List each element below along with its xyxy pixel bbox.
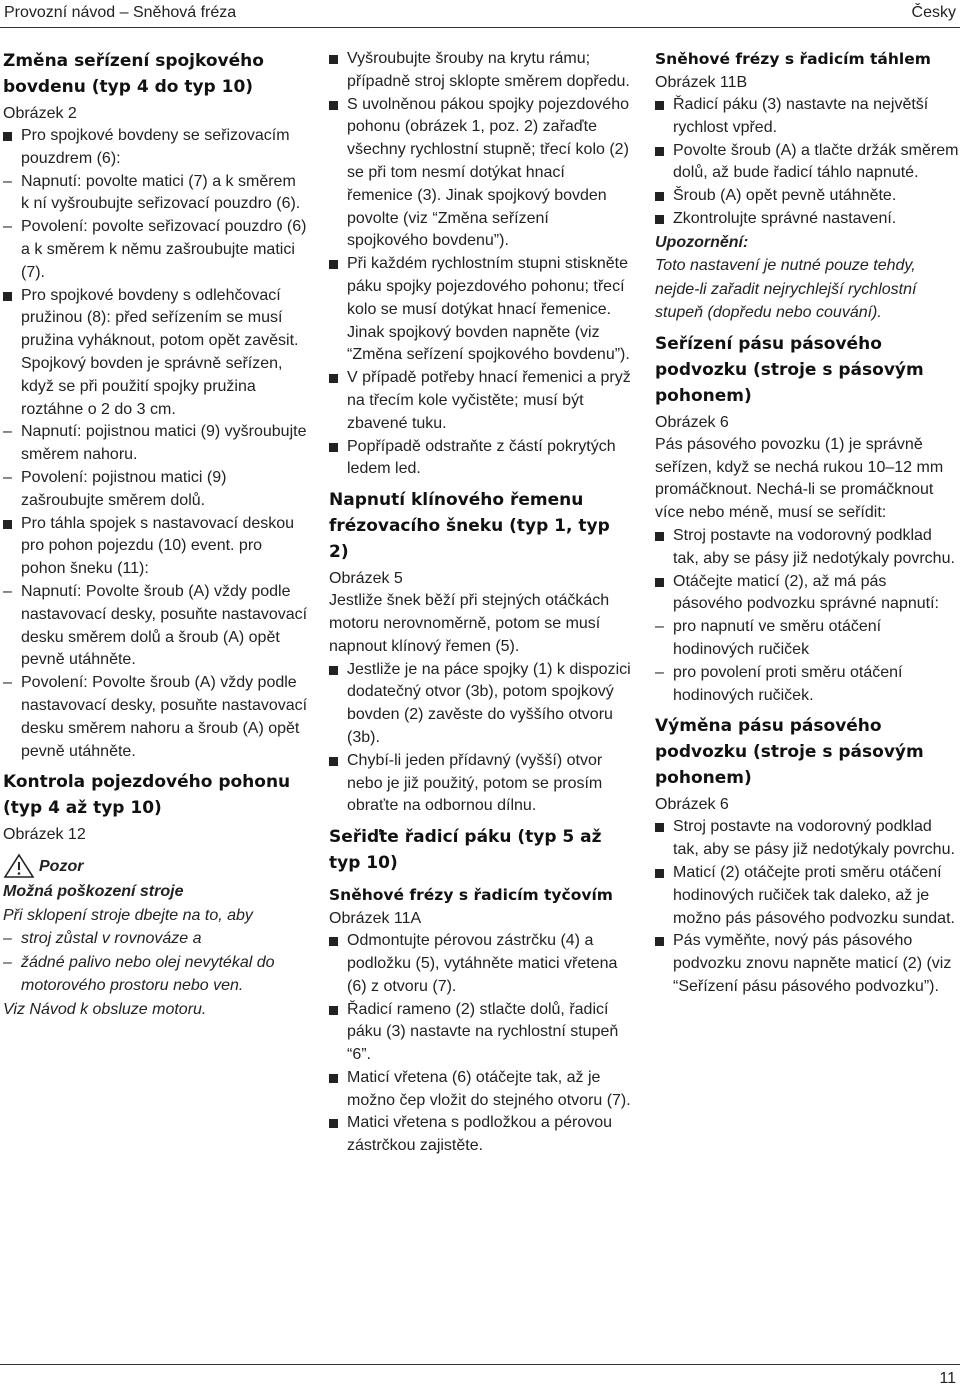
bullet-item: Odmontujte pérovou zástrčku (4) a podložku (5), vytáhněte matici vřetena (6) z otvoru (7). [329,930,634,998]
bullet-square-icon [329,436,343,459]
bullet-item: Chybí-li jeden přídavný (vyšší) otvor nebo je již použitý, potom se prosím obraťte na odbornou dílnu. [329,750,634,818]
dash-icon: – [655,618,664,636]
bullet-square-icon [655,140,669,163]
bullet-item: Zkontrolujte správné nastavení. [655,208,960,231]
warning-text: Při sklopení stroje dbejte na to, aby [3,906,253,924]
page-number: 11 [939,1370,956,1387]
dash-item: – Napnutí: povolte matici (7) a k směrem k ní vyšroubujte seřizovací pouzdro (6). [3,172,301,213]
bullet-square-icon [655,816,669,839]
bullet-item: Pás vyměňte, nový pás pásového podvozku znovu napněte maticí (2) (viz “Seřízení pásu pásového podvozku”). [655,930,960,998]
bullet-item: Řadicí páku (3) nastavte na největší rychlost vpřed. [655,94,960,140]
figure-ref: Obrázek 6 [655,796,729,814]
heading-v-belt: Napnutí klínového řemenu frézovacího šneku (typ 1, typ 2) [329,490,610,563]
heading-track-replacement: Výměna pásu pásového podvozku (stroje s pásovým pohonem) [655,716,924,789]
heading-clutch-adjustment: Změna seřízení spojkového bovdenu (typ 4 do typ 10) [3,51,264,97]
bullet-square-icon [655,571,669,594]
bullet-square-icon [329,750,343,773]
dash-icon: – [3,468,12,486]
heading-track-adjustment: Seřízení pásu pásového podvozku (stroje s pásovým pohonem) [655,333,924,406]
bullet-item: Jestliže je na páce spojky (1) k dispozici dodatečný otvor (3b), potom spojkový bovden (2) zavěste do vyššího otvoru (3b). [329,659,634,750]
bullet-item: Stroj postavte na vodorovný podklad tak, aby se pásy již nedotýkaly povrchu. [655,525,960,571]
bullet-square-icon [655,185,669,208]
bullet-item: Vyšroubujte šrouby na krytu rámu; případně stroj sklopte směrem dopředu. [329,48,634,94]
dash-item: – Povolení: Povolte šroub (A) vždy podle nastavovací desky, posuňte nastavovací desku směrem nahoru a šroub (A) opět pevně utáhněte. [3,674,308,760]
bullet-item: Matici vřetena s podložkou a pérovou zástrčkou zajistěte. [329,1112,634,1158]
bullet-item: Popřípadě odstraňte z částí pokrytých ledem led. [329,436,634,482]
warning-reference: Viz Návod k obsluze motoru. [3,1000,207,1018]
header-language: Česky [911,4,956,21]
dash-item: – Povolení: povolte seřizovací pouzdro (6) a k směrem k němu zašroubujte matici (7). [3,218,307,281]
dash-icon: – [3,582,12,600]
dash-item: – Napnutí: pojistnou matici (9) vyšroubujte směrem nahoru. [3,423,307,464]
figure-ref: Obrázek 11B [655,74,748,91]
figure-ref: Obrázek 12 [3,826,86,844]
bullet-item: Povolte šroub (A) a tlačte držák směrem dolů, až bude řadicí táhlo napnuté. [655,140,960,186]
bullet-item: Otáčejte maticí (2), až má pás pásového podvozku správné napnutí: [655,571,960,617]
bullet-square-icon [329,48,343,71]
warning-dash-item: – stroj zůstal v rovnováze a [3,927,308,951]
bullet-square-icon [329,367,343,390]
bullet-item: Maticí vřetena (6) otáčejte tak, až je možno čep vložit do stejného otvoru (7). [329,1067,634,1113]
bullet-square-icon [329,930,343,953]
bullet-square-icon [3,285,17,308]
column-2 [329,48,634,1158]
bullet-square-icon [329,659,343,682]
heading-drive-check: Kontrola pojezdového pohonu (typ 4 až typ 10) [3,772,291,819]
bullet-item: Pro spojkové bovdeny s odlehčovací pružinou (8): před seřízením se musí pružina vyháknout, potom opět zavěsit. Spojkový bovden je správně seřízen, když se při použití spojky pružina roztáhne o 2 do 3 cm. [3,285,308,422]
bullet-item: Šroub (A) opět pevně utáhněte. [655,185,960,208]
figure-ref: Obrázek 2 [3,105,77,122]
dash-icon: – [3,172,12,190]
dash-item: – Napnutí: Povolte šroub (A) vždy podle nastavovací desky, posuňte nastavovací desku směrem dolů a šroub (A) opět pevně utáhněte. [3,582,308,669]
bullet-square-icon [329,253,343,276]
bullet-item: Pro spojkové bovdeny se seřizovacím pouzdrem (6): [3,125,308,171]
dash-item: – pro povolení proti směru otáčení hodinových ručiček. [655,663,903,704]
paragraph: Pás pásového povozku (1) je správně seřízen, když se nechá rukou 10–12 mm promáčknout. Nechá-li se promáčknout více nebo méně, musí se seřídit: [655,435,944,522]
subheading-rod-linkage: Sněhové frézy s řadicím tyčovím [329,886,613,905]
bullet-square-icon [655,94,669,117]
header-title: Provozní návod – Sněhová fréza [4,4,237,21]
figure-ref: Obrázek 5 [329,570,403,588]
warning-dash-item: – žádné palivo nebo olej nevytékal do motorového prostoru nebo ven. [3,951,308,998]
warning-header [3,852,308,880]
figure-ref: Obrázek 6 [655,413,729,431]
bullet-item: Pro táhla spojek s nastavovací deskou pro pohon pojezdu (10) event. pro pohon šneku (11): [3,513,308,581]
bullet-square-icon [655,930,669,953]
dash-item: – pro napnutí ve směru otáčení hodinových ručiček [655,618,882,658]
column-1 [3,48,308,1021]
bullet-square-icon [329,1112,343,1135]
dash-icon: – [3,423,12,441]
bullet-square-icon [329,1067,343,1090]
warning-subtitle: Možná poškození stroje [3,883,184,901]
heading-gear-lever: Seřiďte řadicí páku (typ 5 až typ 10) [329,827,602,874]
dash-icon: – [3,674,12,692]
bullet-square-icon [655,208,669,231]
dash-icon: – [3,218,12,236]
subheading-pull-rod: Sněhové frézy s řadicím táhlem [655,50,931,68]
bullet-item: Stroj postavte na vodorovný podklad tak, aby se pásy již nedotýkaly povrchu. [655,816,960,862]
bullet-item: Řadicí rameno (2) stlačte dolů, řadicí páku (3) nastavte na rychlostní stupeň “6”. [329,999,634,1067]
bullet-square-icon [3,125,17,148]
bullet-square-icon [655,525,669,548]
bullet-square-icon [329,999,343,1022]
warning-title: Pozor [39,857,84,875]
note-text: Toto nastavení je nutné pouze tehdy, nejde-li zařadit nejrychlejší rychlostní stupeň (dopředu nebo couvání). [655,257,917,322]
bullet-square-icon [655,862,669,885]
column-3 [655,48,960,999]
dash-icon: – [3,953,12,971]
footer-divider [0,1364,960,1365]
dash-icon: – [655,663,664,681]
bullet-item: Při každém rychlostním stupni stiskněte páku spojky pojezdového pohonu; třecí kolo se musí dotýkat hnací řemenice. Jinak spojkový bovden napněte (viz “Změna seřízení spojkového bovdenu”). [329,253,634,367]
bullet-item: V případě potřeby hnací řemenici a pryž na třecím kole vyčistěte; musí být zbavené tuku. [329,367,634,435]
dash-icon: – [3,930,12,948]
dash-item: – Povolení: pojistnou matici (9) zašroubujte směrem dolů. [3,468,227,509]
note-title: Upozornění: [655,233,749,251]
bullet-square-icon [3,513,17,536]
page-header [0,0,960,28]
figure-ref: Obrázek 11A [329,910,422,928]
paragraph: Jestliže šnek běží při stejných otáčkách motoru nerovnoměrně, potom se musí napnout klínový řemen (5). [329,592,610,655]
bullet-item: S uvolněnou pákou spojky pojezdového pohonu (obrázek 1, poz. 2) zařaďte všechny rychlostní stupně; třecí kolo (2) se při tom nesmí dotýkat hnací řemenice (3). Jinak spojkový bovden povolte (viz “Změna seřízení spojkového bovdenu”). [329,94,634,254]
bullet-item: Maticí (2) otáčejte proti směru otáčení hodinových ručiček tak daleko, až je možno pás pásového podvozku sundat. [655,862,960,930]
warning-triangle-icon [3,853,35,879]
bullet-square-icon [329,94,343,117]
